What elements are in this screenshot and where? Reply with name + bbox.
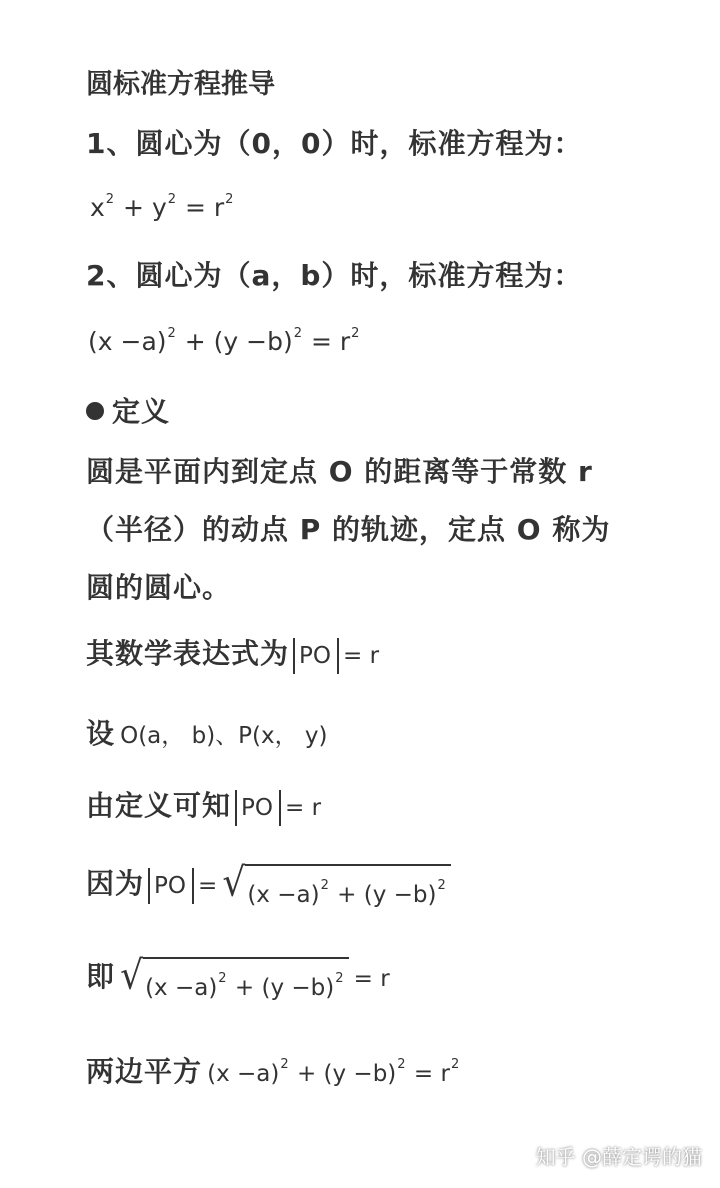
eq-term: (y −b) [261,975,335,1001]
eq-exponent: 2 [320,878,329,893]
eq-exponent: 2 [437,878,446,893]
eq-term: (y −b) [323,1061,397,1087]
eq-exponent: 2 [280,1057,289,1072]
watermark: 知乎 @薛定谔的猫 [535,1145,702,1169]
case2-equation [88,326,360,356]
eq-term: (x −a) [145,975,218,1001]
definition-line-1: 圆是平面内到定点 O 的距离等于常数 r [86,455,593,488]
case2-label: 2、圆心为（a，b）时，标准方程为： [86,259,583,292]
eq-term: x [90,193,105,222]
eq-exponent: 2 [450,1057,460,1072]
step-expression [86,632,379,674]
step-square-both-sides [86,1050,460,1090]
step-text: 其数学表达式为 [86,637,290,670]
page-title: 圆标准方程推导 [86,69,275,100]
step-text: 两边平方 [86,1055,203,1088]
eq-exponent: 2 [293,326,303,341]
abs-value: PO [148,868,194,904]
eq-operator: + [184,327,206,356]
eq-operator: + [234,975,255,1001]
definition-line-2: （半径）的动点 P 的轨迹，定点 O 称为 [86,513,611,546]
eq-term: (x −a) [207,1061,280,1087]
eq-term: (x −a) [247,882,320,908]
eq-rhs: = r [285,795,322,821]
eq-operator: + [337,882,357,908]
eq-exponent: 2 [351,326,360,341]
eq-term: r [339,327,351,356]
squared-equation [207,1057,460,1087]
sqrt-icon: √ [222,860,246,906]
eq-term: r [213,193,225,222]
eq-exponent: 2 [218,971,227,986]
definition-heading [86,390,170,430]
eq-exponent: 2 [105,192,115,207]
eq-term: r [440,1061,450,1087]
points-math: O(a， b)、P(x， y) [120,723,328,749]
eq-exponent: 2 [167,192,177,207]
step-text: 因为 [86,867,145,900]
step-because [86,862,451,913]
eq-rhs: = r [343,643,380,669]
step-text: 设 [86,717,116,750]
eq-operator: + [123,193,144,222]
case1-label: 1、圆心为（0，0）时，标准方程为： [86,127,583,160]
eq-exponent: 2 [167,326,176,341]
eq-exponent: 2 [225,192,234,207]
abs-value: PO [235,790,281,826]
step-text: 由定义可知 [86,789,232,822]
eq-equals: = [413,1061,434,1087]
case1-equation [90,192,234,222]
eq-term: (x −a) [88,327,167,356]
eq-equals: = [310,327,332,356]
step-by-definition [86,784,321,826]
sqrt-body [143,957,348,1006]
definition-title: 定义 [112,395,171,428]
eq-equals: = [198,873,218,899]
eq-term: (y −b) [363,882,437,908]
sqrt-icon: √ [120,953,144,999]
eq-term: y [151,193,167,222]
eq-exponent: 2 [397,1057,406,1072]
step-therefore [86,955,390,1006]
sqrt-expression [120,953,348,1006]
bullet-icon [86,402,104,420]
eq-exponent: 2 [335,971,344,986]
step-set-points [86,712,328,752]
abs-value: PO [293,638,339,674]
definition-line-3: 圆的圆心。 [86,571,232,604]
eq-rhs: = r [353,966,390,992]
eq-term: (y −b) [213,327,293,356]
sqrt-expression [222,860,450,913]
sqrt-body [245,864,450,913]
eq-operator: + [296,1061,317,1087]
step-text: 即 [86,960,116,993]
eq-equals: = [184,193,206,222]
